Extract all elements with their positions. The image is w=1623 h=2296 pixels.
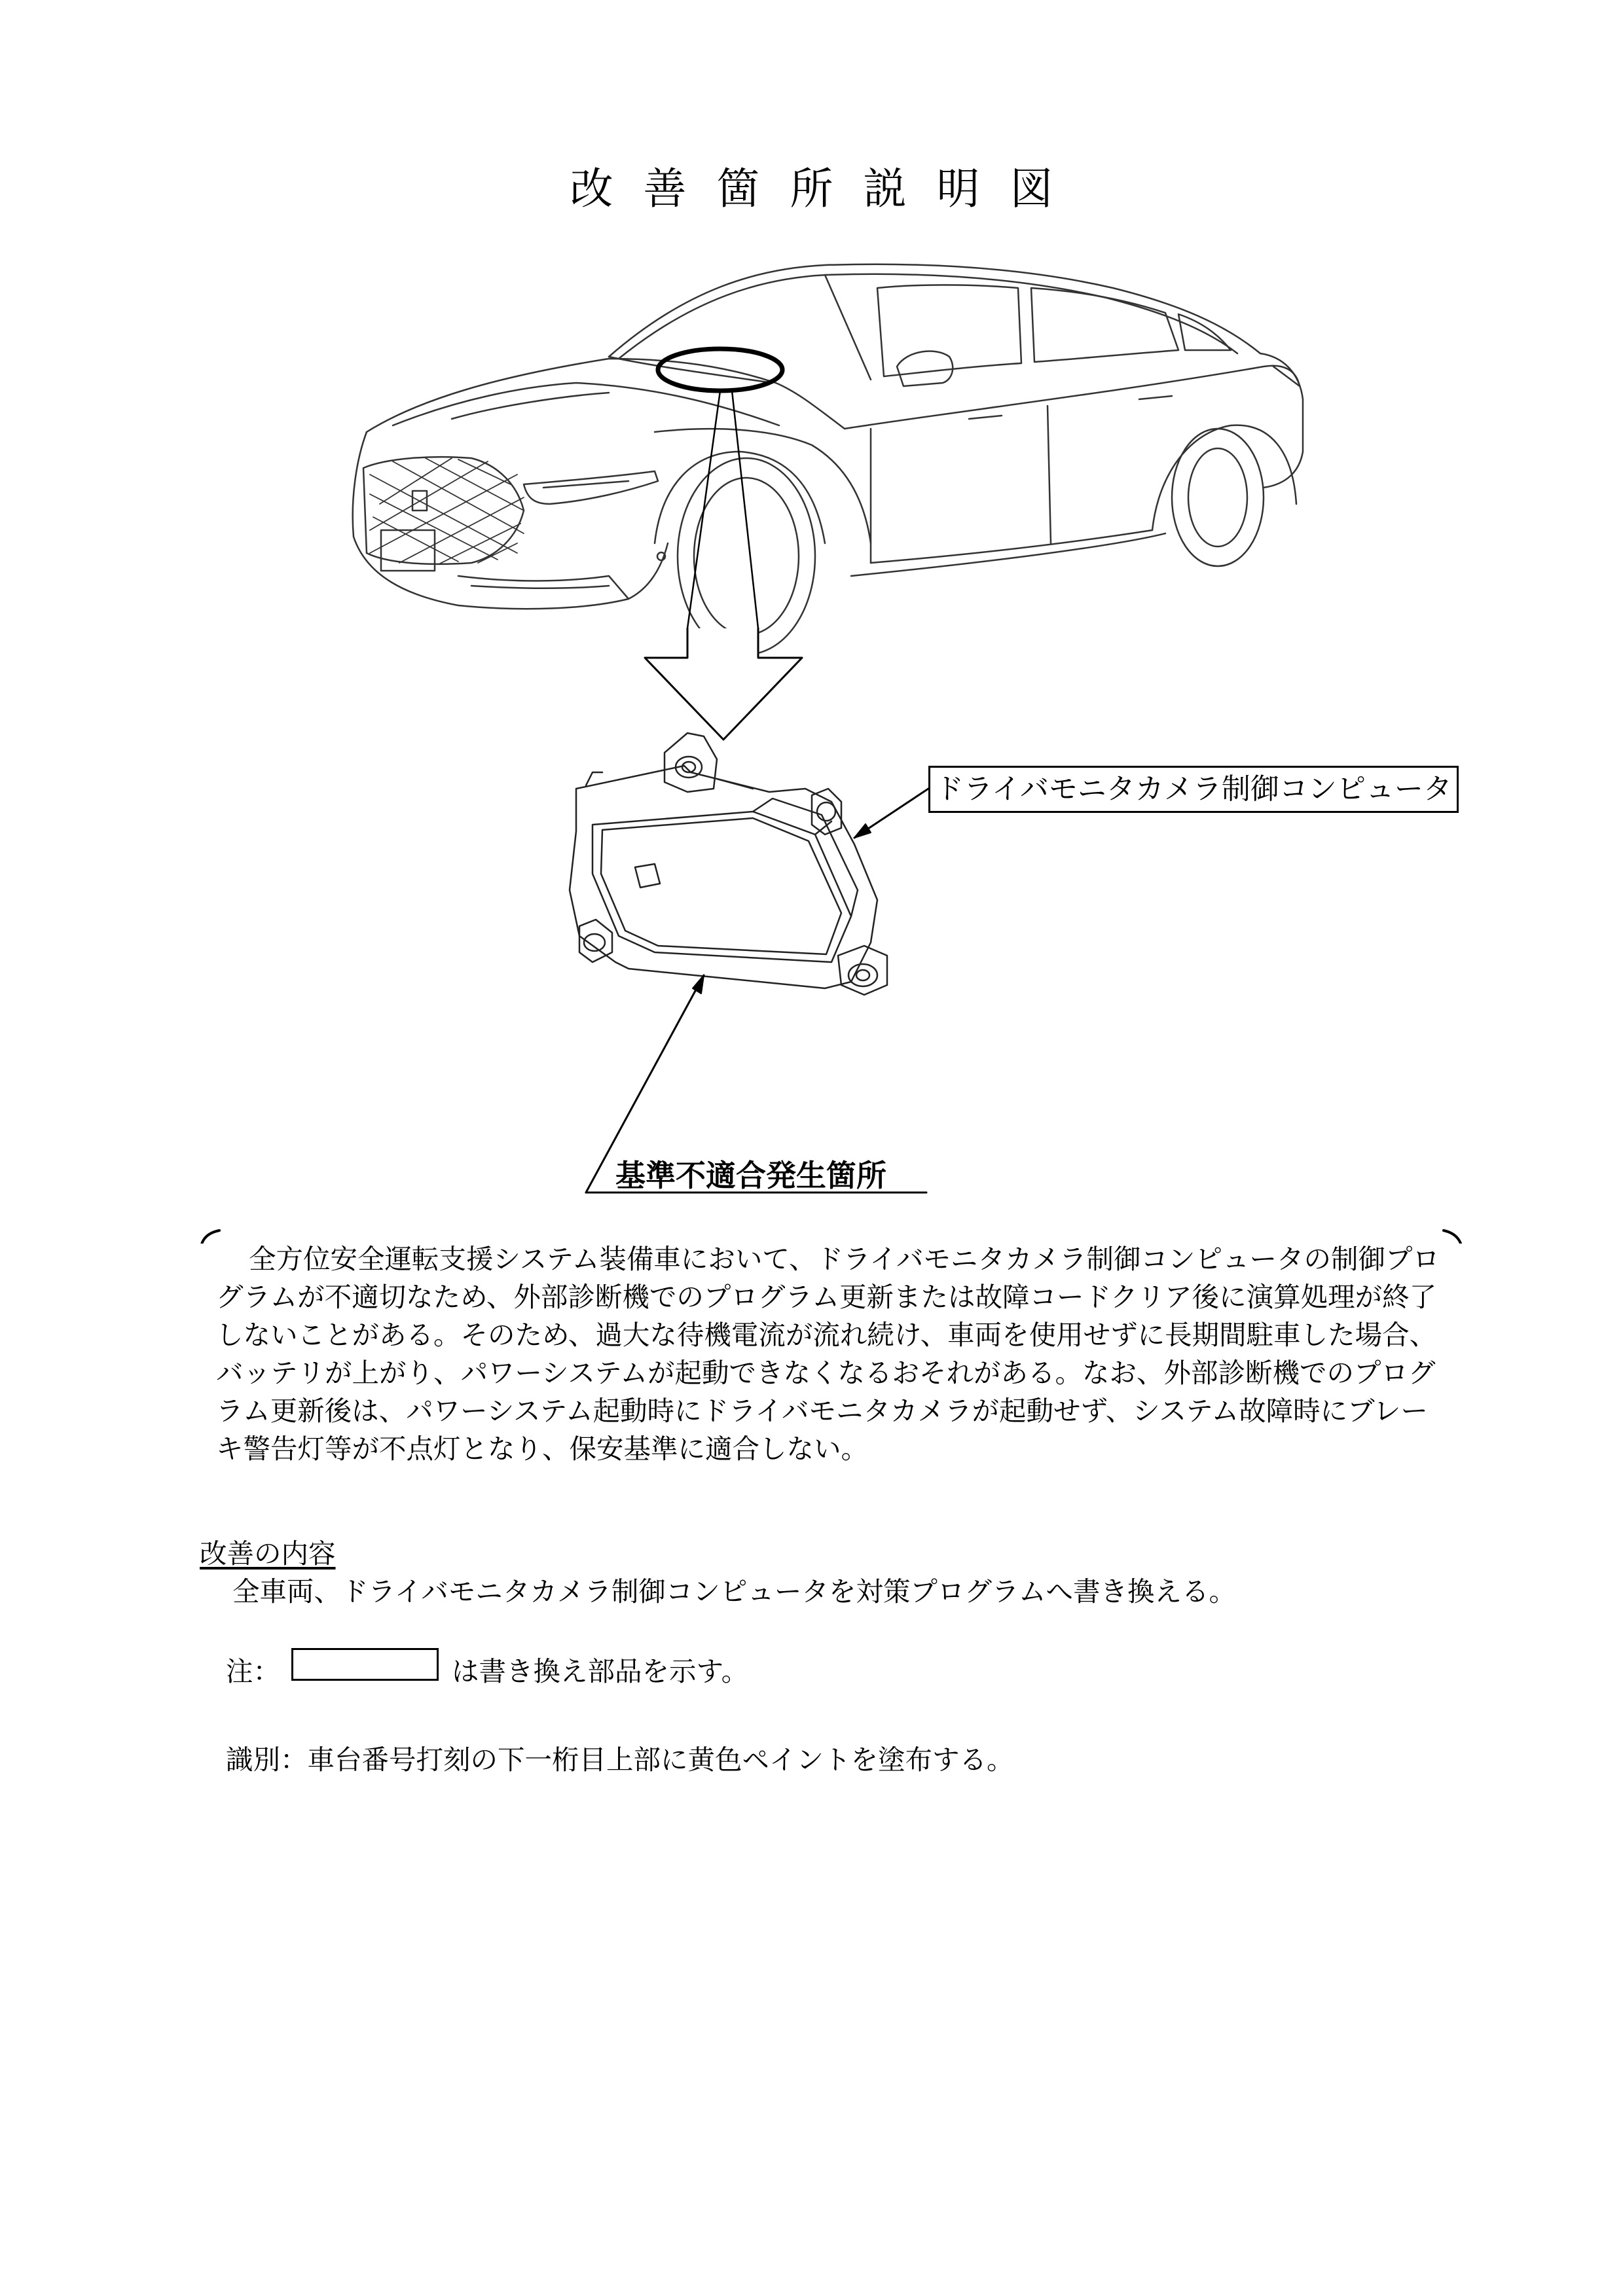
improvement-body: 全車両、ドライバモニタカメラ制御コンピュータを対策プログラムへ書き換える。 [232,1575,1237,1607]
description-text: 全方位安全運転支援システム装備車において、ドライバモニタカメラ制御コンピュータの制御プログラムが不適切なため、外部診断機でのプログラム更新または故障コードクリア後に演算処理が終了しないことがある。そのため、過大な待機電流が流れ続け、車両を使用せずに長期間駐車した場合、バッテリが上がり、パワーシステムが起動できなくなるおそれがある。なお、外部診断機でのプログラム更新後は、パワーシステム起動時にドライバモニタカメラが起動せず、システム故障時にブレーキ警告灯等が不点灯となり、保安基準に適合しない。 [216,1243,1440,1465]
note-text: は書き換え部品を示す。 [452,1655,749,1687]
page-title: 改善箇所説明図 [570,164,1084,214]
camera-location-highlight [658,349,782,391]
vehicle-drawing [353,264,1303,655]
control-computer-drawing [570,733,887,995]
improvement-heading: 改善の内容 [200,1537,336,1570]
defect-description [216,1240,1447,1468]
down-arrow-icon [645,628,802,740]
note-label: 注： [226,1655,281,1687]
legend-box [291,1648,439,1681]
defect-location-label: 基準不適合発生箇所 [615,1158,886,1193]
identification-text: 識別：車台番号打刻の下一桁目上部に黄色ペイントを塗布する。 [226,1744,1014,1776]
part-label: ドライバモニタカメラ制御コンピュータ [928,766,1459,813]
